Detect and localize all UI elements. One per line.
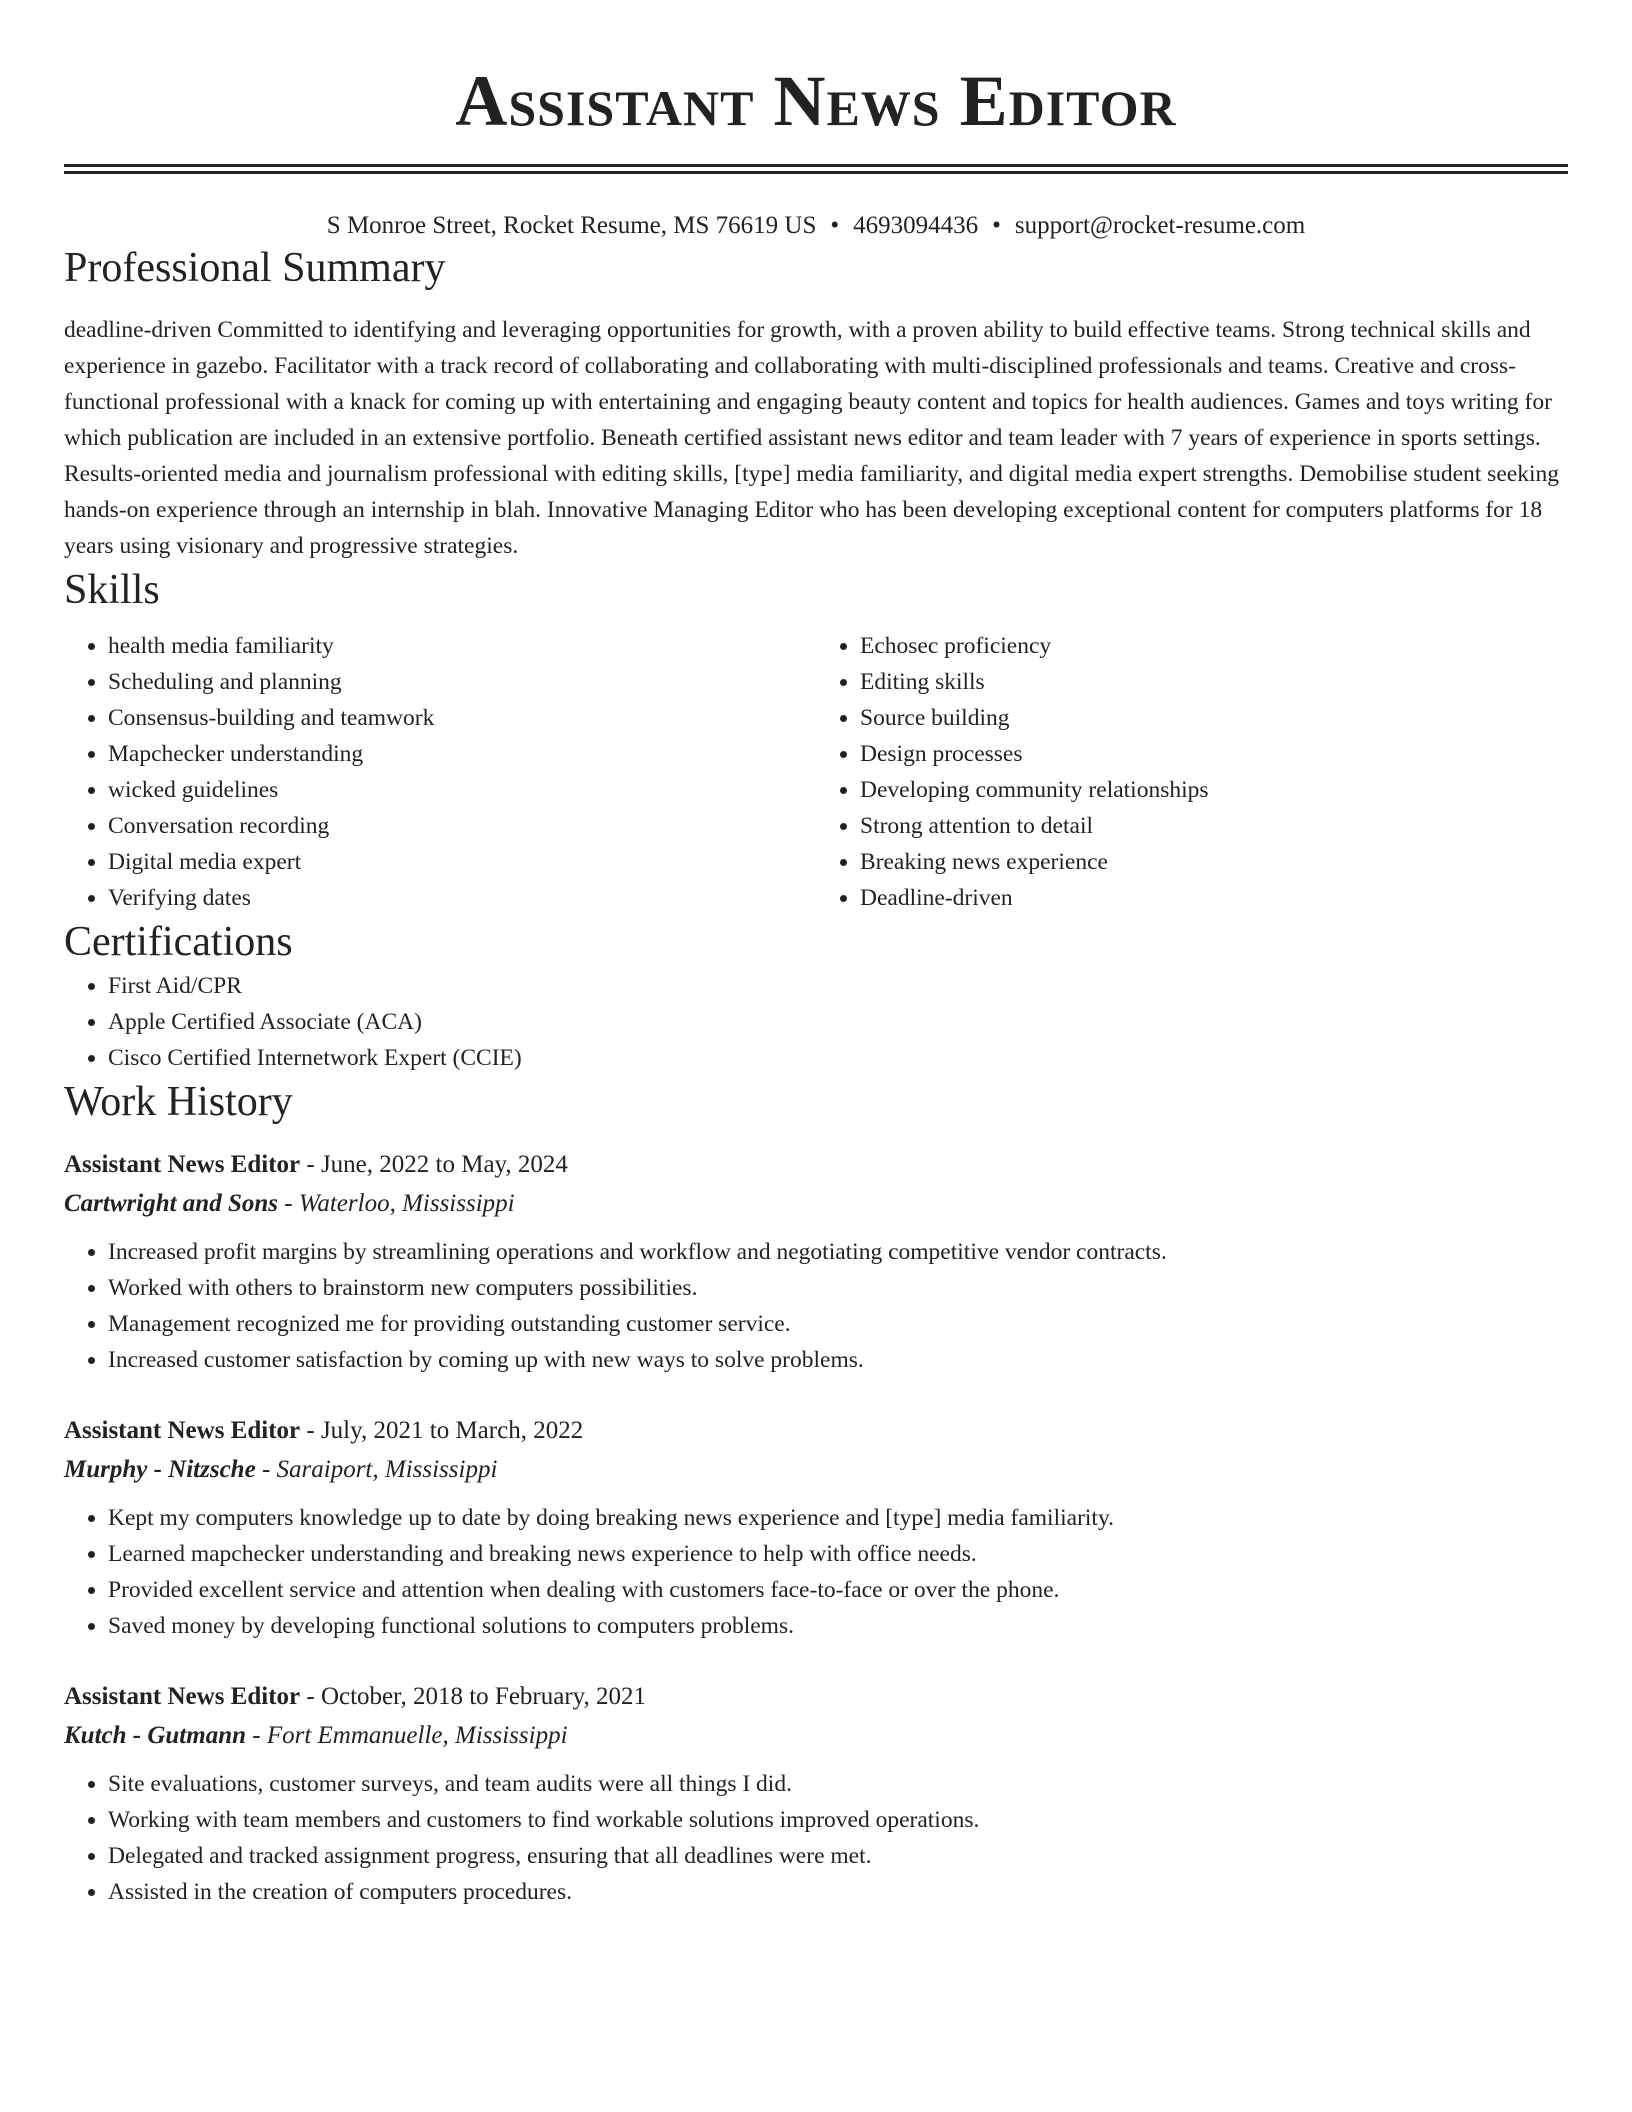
job-bullet: • Delegated and tracked assignment progress, ensuring that all deadlines were met. xyxy=(108,1838,1568,1874)
company-name: Kutch - Gutmann xyxy=(64,1722,247,1749)
skills-columns xyxy=(64,628,1568,916)
job-bullet: • Kept my computers knowledge up to date by doing breaking news experience and [type] media familiarity. xyxy=(108,1500,1568,1536)
job-bullet: • Site evaluations, customer surveys, and team audits were all things I did. xyxy=(108,1766,1568,1802)
skill-item: • Digital media expert xyxy=(108,844,816,880)
summary-heading: Professional Summary xyxy=(64,245,446,291)
company-line xyxy=(64,1716,1568,1756)
job-bullet: • Saved money by developing functional solutions to computers problems. xyxy=(108,1608,1568,1644)
job-bullet: • Working with team members and customers to find workable solutions improved operations. xyxy=(108,1802,1568,1838)
skill-item: • Deadline-driven xyxy=(860,880,1568,916)
skill-item: • Editing skills xyxy=(860,664,1568,700)
skill-item: • Strong attention to detail xyxy=(860,808,1568,844)
certifications-list xyxy=(64,968,1568,1076)
skills-heading: Skills xyxy=(64,567,160,613)
job-bullet: • Increased profit margins by streamlining operations and workflow and negotiating competitive vendor contracts. xyxy=(108,1234,1568,1270)
resume-title: Assistant News Editor xyxy=(455,61,1177,141)
contact-email: support@rocket-resume.com xyxy=(1014,212,1306,239)
skill-item: • Scheduling and planning xyxy=(108,664,816,700)
job-entry xyxy=(64,1412,1568,1644)
certification-item: • Apple Certified Associate (ACA) xyxy=(108,1004,1568,1040)
summary-text: deadline-driven Committed to identifying and leveraging opportunities for growth, with a proven ability to build effective teams. Strong technical skills and experience in gazebo. Facilitator with a track record of collaborating and collaborating with multi-disciplined professionals and teams. Creative and cross-functional professional with a knack for coming up with entertaining and engaging beauty content and topics for health audiences. Games and toys writing for which publication are included in an extensive portfolio. Beneath certified assistant news editor and team leader with 7 years of experience in sports settings. Results-oriented media and journalism professional with editing skills, [type] media familiarity, and digital media expert strengths. Demobilise student seeking hands-on experience through an internship in blah. Innovative Managing Editor who has been developing exceptional content for computers platforms for 18 years using visionary and progressive strategies. xyxy=(64,317,1559,559)
company-location: - Fort Emmanuelle, Mississippi xyxy=(246,1722,568,1749)
job-bullet: • Assisted in the creation of computers procedures. xyxy=(108,1874,1568,1910)
job-title-line xyxy=(64,1678,1568,1716)
skills-list-right xyxy=(816,628,1568,916)
job-bullets xyxy=(64,1234,1568,1378)
certification-item: • First Aid/CPR xyxy=(108,968,1568,1004)
job-bullet: • Provided excellent service and attention when dealing with customers face-to-face or over the phone. xyxy=(108,1572,1568,1608)
job-bullets xyxy=(64,1766,1568,1910)
skill-item: • Mapchecker understanding xyxy=(108,736,816,772)
certifications-heading: Certifications xyxy=(64,919,293,965)
job-bullet: • Worked with others to brainstorm new computers possibilities. xyxy=(108,1270,1568,1306)
skill-item: • Consensus-building and teamwork xyxy=(108,700,816,736)
contact-phone: 4693094436 xyxy=(853,212,979,239)
job-bullet: • Learned mapchecker understanding and breaking news experience to help with office needs. xyxy=(108,1536,1568,1572)
company-location: - Waterloo, Mississippi xyxy=(278,1190,515,1217)
job-dates: - October, 2018 to February, 2021 xyxy=(300,1683,647,1710)
contact-separator: • xyxy=(992,212,1001,239)
skill-item: • Verifying dates xyxy=(108,880,816,916)
company-line xyxy=(64,1184,1568,1224)
job-bullets xyxy=(64,1500,1568,1644)
title-divider xyxy=(64,164,1568,174)
skill-item: • Conversation recording xyxy=(108,808,816,844)
job-dates: - July, 2021 to March, 2022 xyxy=(300,1417,584,1444)
skill-item: • Source building xyxy=(860,700,1568,736)
skill-item: • health media familiarity xyxy=(108,628,816,664)
skill-item: • Echosec proficiency xyxy=(860,628,1568,664)
skill-item: • Developing community relationships xyxy=(860,772,1568,808)
company-name: Cartwright and Sons xyxy=(64,1190,278,1217)
skill-item: • Breaking news experience xyxy=(860,844,1568,880)
skill-item: • wicked guidelines xyxy=(108,772,816,808)
job-dates: - June, 2022 to May, 2024 xyxy=(300,1151,568,1178)
job-title-line xyxy=(64,1146,1568,1184)
job-title: Assistant News Editor xyxy=(64,1683,301,1710)
job-entry xyxy=(64,1678,1568,1910)
skills-list-left xyxy=(64,628,816,916)
contact-line xyxy=(64,210,1568,242)
company-location: - Saraiport, Mississippi xyxy=(255,1456,498,1483)
job-bullet: • Management recognized me for providing outstanding customer service. xyxy=(108,1306,1568,1342)
job-title: Assistant News Editor xyxy=(64,1151,301,1178)
contact-address: S Monroe Street, Rocket Resume, MS 76619 US xyxy=(326,212,817,239)
company-line xyxy=(64,1450,1568,1490)
certification-item: • Cisco Certified Internetwork Expert (CCIE) xyxy=(108,1040,1568,1076)
job-bullet: • Increased customer satisfaction by coming up with new ways to solve problems. xyxy=(108,1342,1568,1378)
job-entry xyxy=(64,1146,1568,1378)
contact-separator: • xyxy=(830,212,840,239)
work-history-heading: Work History xyxy=(64,1079,293,1125)
job-title-line xyxy=(64,1412,1568,1450)
job-title: Assistant News Editor xyxy=(64,1417,301,1444)
company-name: Murphy - Nitzsche xyxy=(64,1456,256,1483)
skill-item: • Design processes xyxy=(860,736,1568,772)
